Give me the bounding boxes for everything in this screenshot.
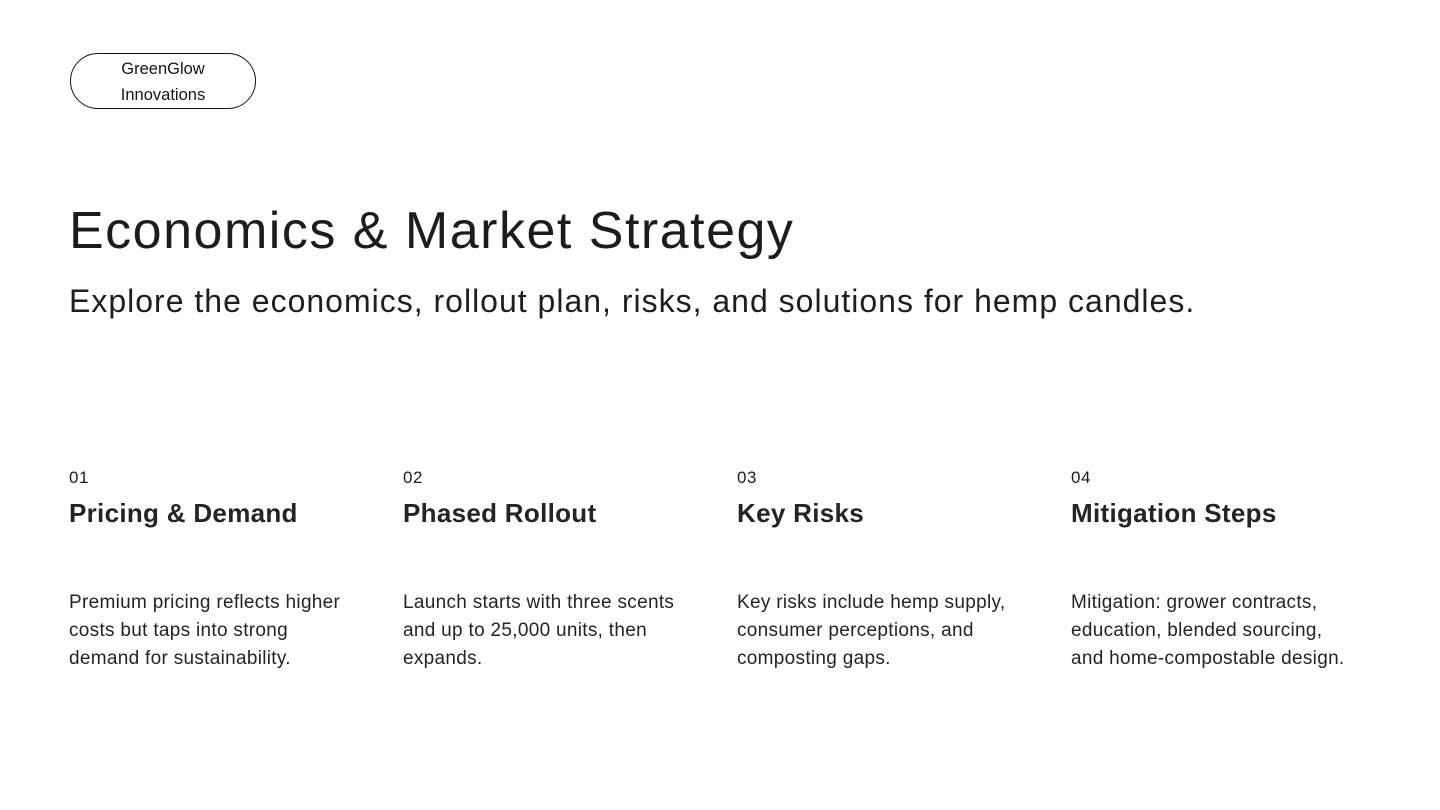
column-body: Launch starts with three scents and up to 25,000 units, then expands. (403, 592, 675, 669)
column-key-risks (737, 468, 1037, 673)
column-heading: Pricing & Demand (69, 498, 298, 528)
column-number: 03 (737, 468, 757, 487)
column-pricing-demand (69, 468, 369, 673)
column-heading: Key Risks (737, 498, 864, 528)
page-subtitle: Explore the economics, rollout plan, risks, and solutions for hemp candles. (69, 283, 1196, 319)
brand-badge-label: GreenGlow Innovations (120, 60, 206, 104)
column-mitigation-steps (1071, 468, 1371, 673)
page-title: Economics & Market Strategy (69, 201, 795, 260)
column-heading: Mitigation Steps (1071, 498, 1277, 528)
column-phased-rollout (403, 468, 703, 673)
feature-columns (69, 468, 1371, 673)
column-body: Key risks include hemp supply, consumer perceptions, and composting gaps. (737, 592, 1006, 669)
column-heading: Phased Rollout (403, 498, 597, 528)
column-number: 02 (403, 468, 423, 487)
column-number: 01 (69, 468, 89, 487)
column-number: 04 (1071, 468, 1091, 487)
column-body: Premium pricing reflects higher costs but taps into strong demand for sustainability. (69, 592, 341, 669)
brand-badge (70, 53, 256, 109)
column-body: Mitigation: grower contracts, education, blended sourcing, and home-compostable design. (1071, 592, 1345, 669)
